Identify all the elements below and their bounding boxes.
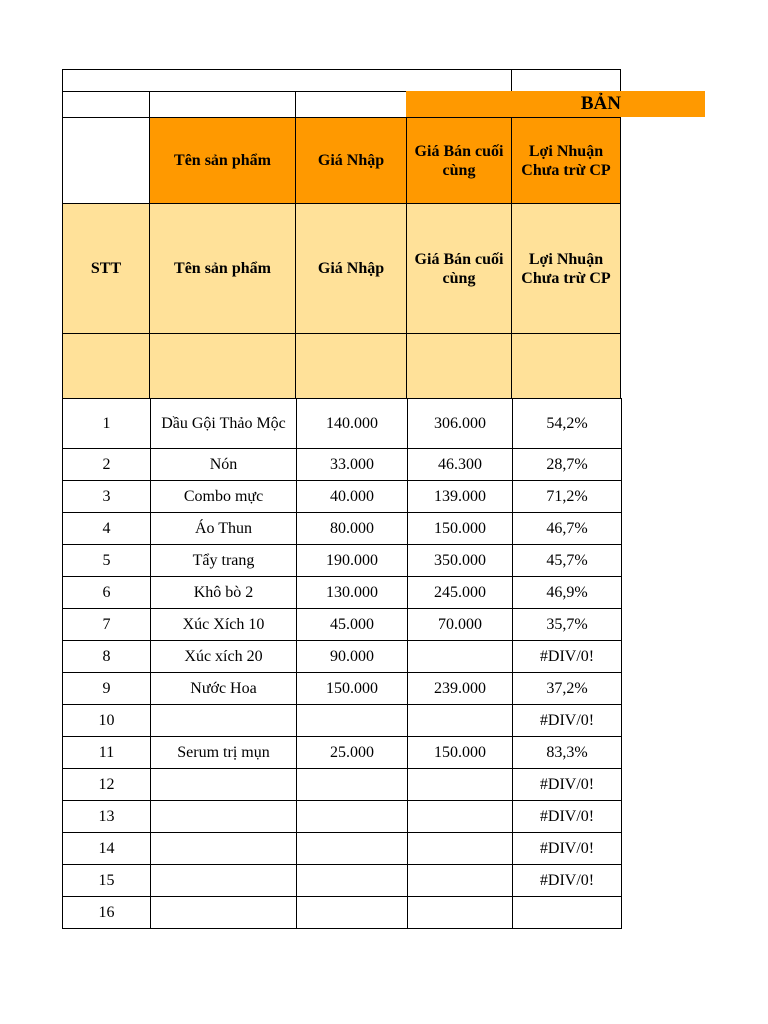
- table-row: [63, 865, 622, 897]
- stt-cell[interactable]: 13: [63, 801, 151, 833]
- product-name-cell[interactable]: Nón: [151, 449, 297, 481]
- profit-cell[interactable]: 35,7%: [513, 609, 622, 641]
- stt-cell[interactable]: 10: [63, 705, 151, 737]
- profit-cell[interactable]: 37,2%: [513, 673, 622, 705]
- product-name-cell[interactable]: Dầu Gội Thảo Mộc: [151, 399, 297, 449]
- table-row: [63, 577, 622, 609]
- table-row: [63, 545, 622, 577]
- product-name-cell[interactable]: Tẩy trang: [151, 545, 297, 577]
- final-price-cell[interactable]: 150.000: [408, 737, 513, 769]
- profit-cell[interactable]: 28,7%: [513, 449, 622, 481]
- table-row: [63, 481, 622, 513]
- final-price-cell[interactable]: [408, 833, 513, 865]
- final-price-cell[interactable]: 70.000: [408, 609, 513, 641]
- final-price-cell[interactable]: 139.000: [408, 481, 513, 513]
- cost-price-cell[interactable]: 80.000: [297, 513, 408, 545]
- product-table-body: [63, 399, 622, 929]
- blank-cell-top-wide[interactable]: [62, 69, 512, 92]
- product-name-cell[interactable]: [151, 801, 297, 833]
- cost-price-cell[interactable]: [297, 897, 408, 929]
- final-price-cell[interactable]: [408, 705, 513, 737]
- blank-cell-row2-b[interactable]: [149, 91, 296, 118]
- product-name-cell[interactable]: Combo mực: [151, 481, 297, 513]
- table-row: [63, 705, 622, 737]
- sheet-title-banner: BẢN: [406, 91, 705, 117]
- cost-price-cell[interactable]: 140.000: [297, 399, 408, 449]
- final-price-cell[interactable]: [408, 641, 513, 673]
- profit-cell[interactable]: #DIV/0!: [513, 705, 622, 737]
- cost-price-cell[interactable]: 45.000: [297, 609, 408, 641]
- table-row: [63, 833, 622, 865]
- final-price-cell[interactable]: 350.000: [408, 545, 513, 577]
- product-name-cell[interactable]: Xúc Xích 10: [151, 609, 297, 641]
- product-name-cell[interactable]: [151, 833, 297, 865]
- stt-cell[interactable]: 4: [63, 513, 151, 545]
- table-row: [63, 641, 622, 673]
- tan-blank-cell[interactable]: [511, 333, 621, 399]
- stt-cell[interactable]: 15: [63, 865, 151, 897]
- stt-cell[interactable]: 12: [63, 769, 151, 801]
- product-name-cell[interactable]: [151, 769, 297, 801]
- product-name-cell[interactable]: Serum trị mụn: [151, 737, 297, 769]
- table-row: [63, 449, 622, 481]
- stt-cell[interactable]: 7: [63, 609, 151, 641]
- profit-cell[interactable]: #DIV/0!: [513, 769, 622, 801]
- cost-price-cell[interactable]: 150.000: [297, 673, 408, 705]
- header-index[interactable]: STT: [62, 203, 150, 334]
- stt-cell[interactable]: 6: [63, 577, 151, 609]
- table-row: [63, 801, 622, 833]
- cost-price-cell[interactable]: 90.000: [297, 641, 408, 673]
- table-row: [63, 769, 622, 801]
- tan-blank-cell[interactable]: [295, 333, 407, 399]
- header-profit[interactable]: Lợi Nhuận Chưa trừ CP: [511, 203, 621, 334]
- blank-cell-row2-c[interactable]: [295, 91, 407, 118]
- final-price-cell[interactable]: 150.000: [408, 513, 513, 545]
- profit-cell[interactable]: #DIV/0!: [513, 641, 622, 673]
- cost-price-cell[interactable]: 130.000: [297, 577, 408, 609]
- profit-cell[interactable]: #DIV/0!: [513, 801, 622, 833]
- profit-cell[interactable]: 83,3%: [513, 737, 622, 769]
- final-price-cell[interactable]: 239.000: [408, 673, 513, 705]
- cost-price-cell[interactable]: [297, 769, 408, 801]
- profit-cell[interactable]: 46,9%: [513, 577, 622, 609]
- product-table: [62, 398, 622, 929]
- final-price-cell[interactable]: [408, 865, 513, 897]
- header-product-name[interactable]: Tên sản phẩm: [149, 203, 296, 334]
- stt-cell[interactable]: 11: [63, 737, 151, 769]
- product-name-cell[interactable]: Khô bò 2: [151, 577, 297, 609]
- product-name-cell[interactable]: [151, 705, 297, 737]
- stt-cell[interactable]: 16: [63, 897, 151, 929]
- cost-price-cell[interactable]: [297, 705, 408, 737]
- stt-cell[interactable]: 2: [63, 449, 151, 481]
- profit-cell[interactable]: 46,7%: [513, 513, 622, 545]
- cost-price-cell[interactable]: 40.000: [297, 481, 408, 513]
- profit-cell[interactable]: #DIV/0!: [513, 865, 622, 897]
- header-final-price[interactable]: Giá Bán cuối cùng: [406, 203, 512, 334]
- header-top-final-price[interactable]: Giá Bán cuối cùng: [406, 117, 512, 204]
- header-top-blank[interactable]: [62, 117, 150, 204]
- final-price-cell[interactable]: 306.000: [408, 399, 513, 449]
- profit-cell[interactable]: [513, 897, 622, 929]
- profit-cell[interactable]: #DIV/0!: [513, 833, 622, 865]
- cost-price-cell[interactable]: [297, 801, 408, 833]
- cost-price-cell[interactable]: 25.000: [297, 737, 408, 769]
- final-price-cell[interactable]: 245.000: [408, 577, 513, 609]
- cost-price-cell[interactable]: [297, 865, 408, 897]
- stt-cell[interactable]: 3: [63, 481, 151, 513]
- cost-price-cell[interactable]: 190.000: [297, 545, 408, 577]
- cost-price-cell[interactable]: [297, 833, 408, 865]
- blank-cell-row2-a[interactable]: [62, 91, 150, 118]
- blank-cell-top-right[interactable]: [511, 69, 621, 92]
- final-price-cell[interactable]: [408, 897, 513, 929]
- product-name-cell[interactable]: [151, 865, 297, 897]
- table-row: [63, 897, 622, 929]
- stt-cell[interactable]: 8: [63, 641, 151, 673]
- stt-cell[interactable]: 5: [63, 545, 151, 577]
- table-row: [63, 673, 622, 705]
- tan-blank-cell[interactable]: [62, 333, 150, 399]
- table-row: [63, 513, 622, 545]
- product-name-cell[interactable]: Nước Hoa: [151, 673, 297, 705]
- tan-blank-cell[interactable]: [406, 333, 512, 399]
- header-cost-price[interactable]: Giá Nhập: [295, 203, 407, 334]
- product-name-cell[interactable]: Xúc xích 20: [151, 641, 297, 673]
- tan-blank-cell[interactable]: [149, 333, 296, 399]
- product-name-cell[interactable]: [151, 897, 297, 929]
- profit-cell[interactable]: 54,2%: [513, 399, 622, 449]
- product-name-cell[interactable]: Áo Thun: [151, 513, 297, 545]
- table-row: [63, 609, 622, 641]
- stt-cell[interactable]: 9: [63, 673, 151, 705]
- stt-cell[interactable]: 1: [63, 399, 151, 449]
- final-price-cell[interactable]: [408, 769, 513, 801]
- profit-cell[interactable]: 71,2%: [513, 481, 622, 513]
- profit-cell[interactable]: 45,7%: [513, 545, 622, 577]
- header-top-cost-price[interactable]: Giá Nhập: [295, 117, 407, 204]
- final-price-cell[interactable]: 46.300: [408, 449, 513, 481]
- table-row: [63, 399, 622, 449]
- header-top-profit[interactable]: Lợi Nhuận Chưa trừ CP: [511, 117, 621, 204]
- final-price-cell[interactable]: [408, 801, 513, 833]
- header-top-product-name[interactable]: Tên sản phẩm: [149, 117, 296, 204]
- cost-price-cell[interactable]: 33.000: [297, 449, 408, 481]
- table-row: [63, 737, 622, 769]
- stt-cell[interactable]: 14: [63, 833, 151, 865]
